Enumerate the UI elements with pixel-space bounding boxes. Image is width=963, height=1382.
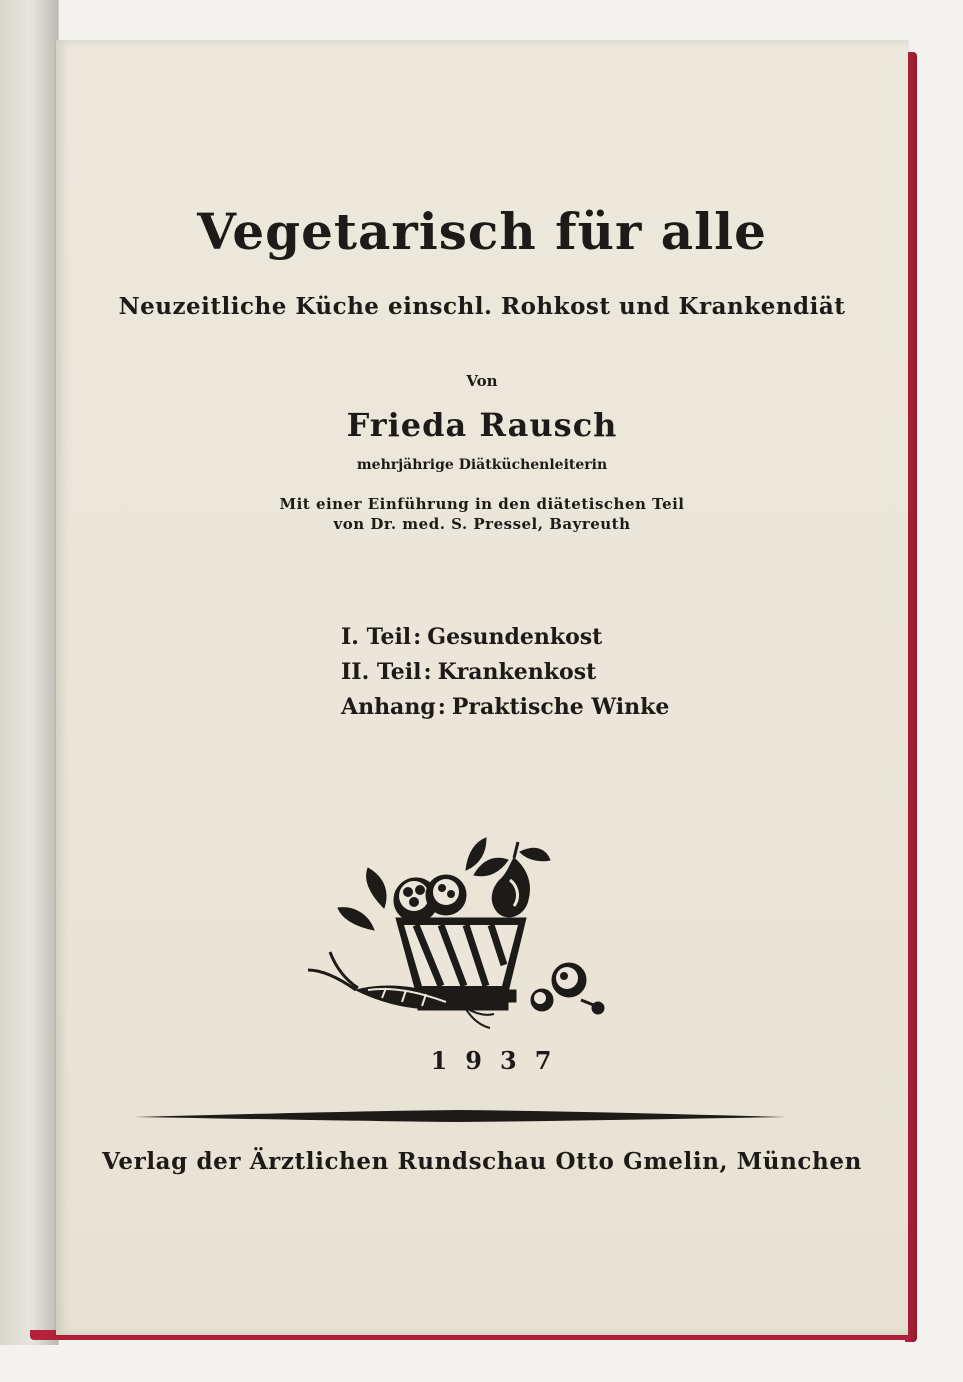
part-label: II. Teil — [341, 659, 422, 685]
author-role: mehrjährige Diätküchenleiterin — [356, 457, 608, 473]
part-separator: : — [413, 624, 422, 650]
part-value: Krankenkost — [437, 659, 597, 685]
by-label: Von — [466, 372, 498, 390]
part-value: Praktische Winke — [451, 694, 670, 720]
author-name: Frieda Rausch — [346, 406, 618, 444]
vegetable-basket-illustration — [296, 830, 606, 1030]
title-page — [56, 40, 908, 1335]
publication-year: 1937 — [430, 1046, 570, 1075]
part-row — [341, 655, 669, 690]
part-label: I. Teil — [341, 624, 412, 650]
part-row — [341, 620, 669, 655]
publisher-line: Verlag der Ärztlichen Rundschau Otto Gmelin, München — [102, 1148, 862, 1175]
part-row — [341, 690, 669, 725]
part-separator: : — [437, 694, 446, 720]
divider-rule — [134, 1108, 786, 1126]
part-separator: : — [423, 659, 432, 685]
introduction-line-1: Mit einer Einführung in den diätetischen Teil — [279, 495, 685, 513]
book-title: Vegetarisch für alle — [197, 202, 767, 261]
introduction-line-2: von Dr. med. S. Pressel, Bayreuth — [333, 515, 631, 533]
part-value: Gesundenkost — [427, 624, 603, 650]
parts-list — [341, 620, 669, 725]
book-subtitle: Neuzeitliche Küche einschl. Rohkost und Krankendiät — [118, 293, 846, 320]
gutter-shadow — [0, 0, 58, 1345]
part-label: Anhang — [341, 694, 436, 720]
